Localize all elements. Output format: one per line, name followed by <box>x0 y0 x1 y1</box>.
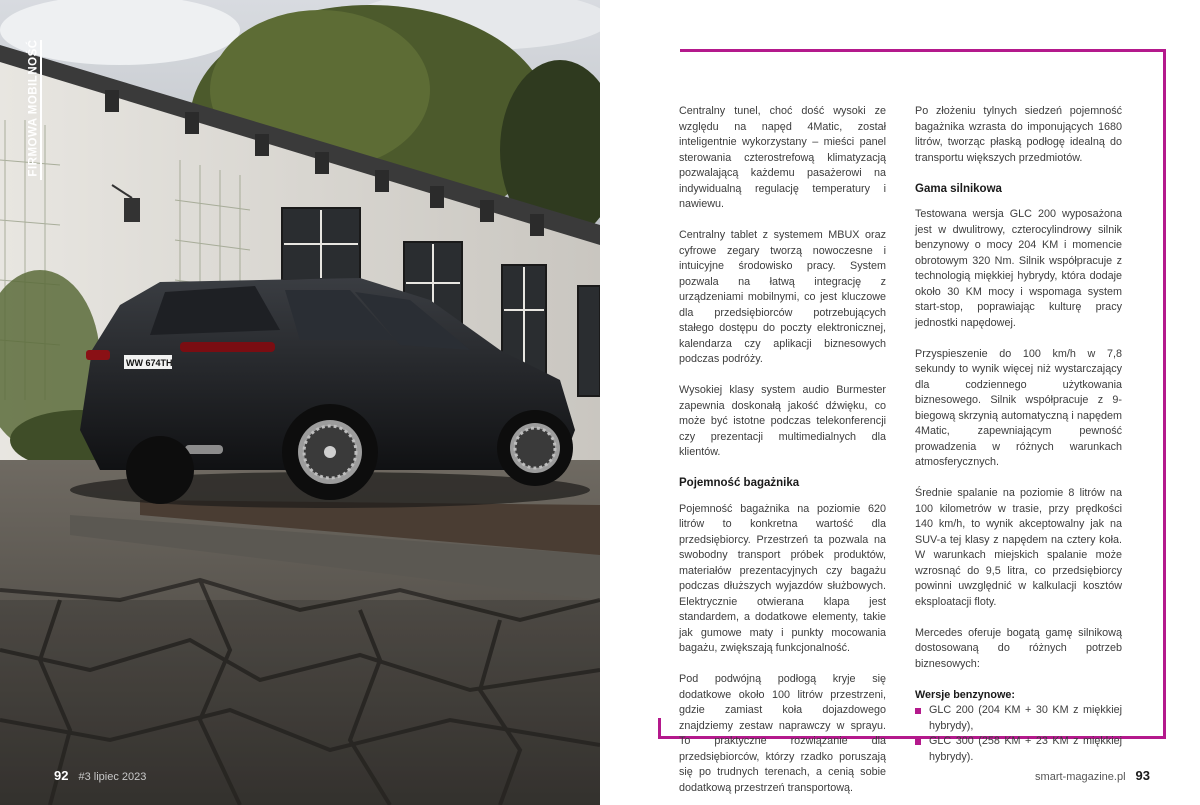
article-column-2 <box>915 104 1122 765</box>
section-label-text: FIRMOWA MOBILNOŚĆ <box>28 38 40 177</box>
left-footer <box>54 768 146 783</box>
subheading-petrol: Wersje benzynowe: <box>915 688 1015 701</box>
paragraph: Średnie spalanie na poziomie 8 litrów na 100 kilometrów w trasie, przy prędkości 140 km/h, to wynik akceptowalny jak na SUV-a tej klasy z napędem na cztery koła. W warunkach miejskich spalanie może wzrosnąć do 9,5 litra, co przedsiębiorcy powinni uwzględnić w kalkulacji kosztów eksploatacji floty. <box>915 487 1122 608</box>
frame-left-line <box>658 718 661 739</box>
page-number-left: 92 <box>54 768 69 783</box>
paragraph: Przyspieszenie do 100 km/h w 7,8 sekundy to wynik więcej niż wystarczający dla codziennego użytkowania biznesowego. Silnik współpracuje z 9-biegową skrzynią automatyczną i napędem 4Matic, zapewniającym pewność prowadzenia w różnych warunkach atmosferycznych. <box>915 347 1122 468</box>
license-plate: WW 674TH <box>126 358 173 368</box>
list-item: GLC 300 (258 KM + 23 KM z miękkiej hybrydy). <box>915 734 1122 765</box>
right-footer <box>1035 768 1150 783</box>
frame-top-line <box>680 49 1166 52</box>
paragraph: Wysokiej klasy system audio Burmester zapewnia doskonałą jakość dźwięku, co może być istotne podczas telekonferencji czy prezentacji multimedialnych dla klientów. <box>679 384 886 458</box>
page-number-right: 93 <box>1135 768 1150 783</box>
paragraph: Po złożeniu tylnych siedzeń pojemność bagażnika wzrasta do imponujących 1680 litrów, tworząc płaską podłogę idealną do transportu większych przedmiotów. <box>915 105 1122 164</box>
paragraph: Centralny tunel, choć dość wysoki ze względu na napęd 4Matic, został inteligentnie wykorzystany – mieści panel sterowania czterostrefową klimatyzacją pozwalającą każdemu pasażerowi na indywidualną regulację temperatury i nawiewu. <box>679 105 886 210</box>
list-item: GLC 200 (204 KM + 30 KM z miękkiej hybrydy), <box>915 703 1122 734</box>
paragraph: Pojemność bagażnika na poziomie 620 litrów to konkretna wartość dla przedsiębiorcy. Przestrzeń ta pozwala na swobodny transport próbek produktów, materiałów prezentacyjnych czy bagażu podczas dłuższych wyjazdów służbowych. Elektrycznie otwierana klapa jest standardem, a dodatkowe elementy, takie jak gumowe maty i punkty mocowania bagażu, zwiększają funkcjonalność. <box>679 502 886 654</box>
paragraph: Centralny tablet z systemem MBUX oraz cyfrowe zegary tworzą nowoczesne i intuicyjne środowisko pracy. System pozwala na łatwą integrację z urządzeniami mobilnymi, co jest kluczowe dla przedsiębiorców potrzebujących stałego dostępu do poczty elektronicznej, kalendarza czy aplikacji biznesowych podczas podróży. <box>679 229 886 365</box>
engine-list <box>915 703 1122 765</box>
site-link[interactable]: smart-magazine.pl <box>1035 771 1126 783</box>
issue-label: #3 lipiec 2023 <box>78 771 147 783</box>
section-heading-engines: Gama silnikowa <box>915 182 1002 195</box>
paragraph: Testowana wersja GLC 200 wyposażona jest w dwulitrowy, czterocylindrowy silnik benzynowy o mocy 204 KM i momencie obrotowym 320 Nm. Silnik współpracuje z technologią miękkiej hybrydy, która dodaje około 30 KM mocy i wspomaga system start-stop, poprawiając kulturę pracy jednostki napędowej. <box>915 208 1122 329</box>
article-column-1 <box>679 104 886 805</box>
section-label <box>27 40 41 175</box>
section-heading-trunk: Pojemność bagażnika <box>679 477 800 489</box>
right-page <box>600 0 1200 805</box>
paragraph: Mercedes oferuje bogatą gamę silnikową dostosowaną do różnych potrzeb biznesowych: <box>915 626 1122 670</box>
paragraph: Pod podwójną podłogą kryje się dodatkowe około 100 litrów przestrzeni, gdzie zamiast koła dojazdowego znajdziemy zestaw naprawczy w sprayu. To praktyczne rozwiązanie dla przedsiębiorców, którzy rzadko poruszają się po trudnych terenach, a cenią sobie dodatkową przestrzeń transportową. <box>679 673 886 794</box>
frame-right-line <box>1163 49 1166 739</box>
